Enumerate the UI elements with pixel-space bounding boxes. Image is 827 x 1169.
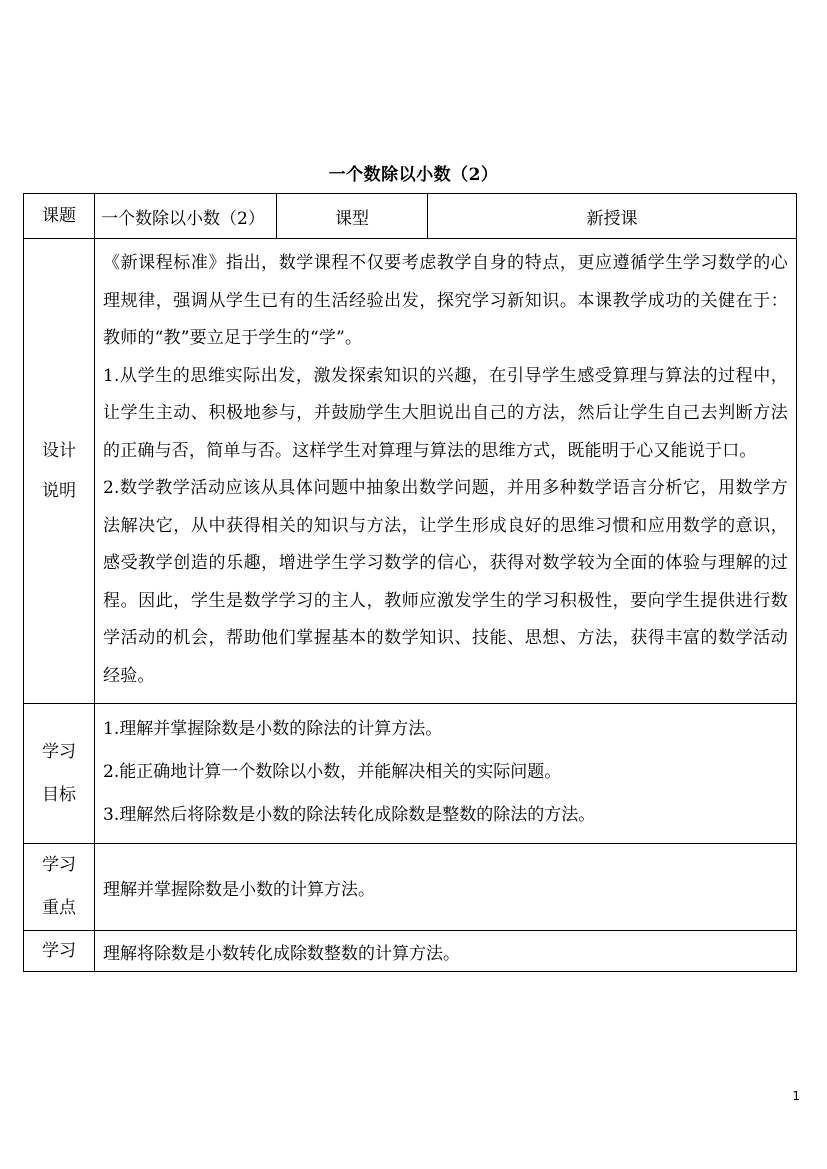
difficulties-row bbox=[24, 931, 797, 972]
learning-goal-item: 3.理解然后将除数是小数的除法转化成除数是整数的除法的方法。 bbox=[103, 805, 596, 825]
learning-goals-content bbox=[95, 704, 797, 844]
learning-goal-item: 2.能正确地计算一个数除以小数，并能解决相关的实际问题。 bbox=[103, 762, 562, 782]
learning-goals-row bbox=[24, 704, 797, 844]
design-notes-content bbox=[95, 239, 797, 704]
page-number: 1 bbox=[792, 1089, 800, 1103]
topic-label: 课题 bbox=[24, 194, 95, 239]
design-notes-paragraph: 1.从学生的思维实际出发，激发探索知识的兴趣，在引导学生感受算理与算法的过程中，让学生主动、积极地参与，并鼓励学生大胆说出自己的方法，然后让学生自己去判断方法的正确与否，简单与否。这样学生对算理与算法的思维方式，既能明于心又能说于口。 bbox=[103, 365, 788, 461]
lesson-plan-table bbox=[23, 193, 797, 972]
header-row bbox=[24, 194, 797, 239]
learning-goals-label bbox=[24, 704, 95, 844]
difficulties-label: 学习 bbox=[24, 931, 95, 972]
design-notes-paragraph: 2.数学教学活动应该从具体问题中抽象出数学问题，并用多种数学语言分析它，用数学方法解决它，从中获得相关的知识与方法，让学生形成良好的思维习惯和应用数学的意识，感受教学创造的乐趣，增进学生学习数学的信心，获得对数学较为全面的体验与理解的过程。因此，学生是数学学习的主人，教师应激发学生的学习积极性，要向学生提供进行数学活动的机会，帮助他们掌握基本的数学知识、技能、思想、方法，获得丰富的数学活动经验。 bbox=[103, 478, 788, 686]
design-notes-paragraph: 《新课程标准》指出，数学课程不仅要考虑教学自身的特点，更应遵循学生学习数学的心理规律，强调从学生已有的生活经验出发，探究学习新知识。本课教学成功的关健在于：教师的“教”要立足于学生的“学”。 bbox=[103, 253, 788, 348]
key-points-content: 理解并掌握除数是小数的计算方法。 bbox=[95, 844, 797, 931]
key-points-label bbox=[24, 844, 95, 931]
type-label: 课型 bbox=[277, 194, 428, 239]
difficulties-content: 理解将除数是小数转化成除数整数的计算方法。 bbox=[95, 931, 797, 972]
key-points-row bbox=[24, 844, 797, 931]
design-notes-label-text: 设计说明 bbox=[42, 441, 76, 501]
design-notes-row bbox=[24, 239, 797, 704]
topic-value: 一个数除以小数（2） bbox=[95, 194, 277, 239]
learning-goals-label-text: 学习目标 bbox=[42, 741, 76, 805]
key-points-label-text: 学习重点 bbox=[42, 855, 76, 918]
document-title: 一个数除以小数（2） bbox=[328, 165, 499, 185]
learning-goal-item: 1.理解并掌握除数是小数的除法的计算方法。 bbox=[103, 719, 443, 739]
design-notes-label bbox=[24, 239, 95, 704]
type-value: 新授课 bbox=[428, 194, 797, 239]
